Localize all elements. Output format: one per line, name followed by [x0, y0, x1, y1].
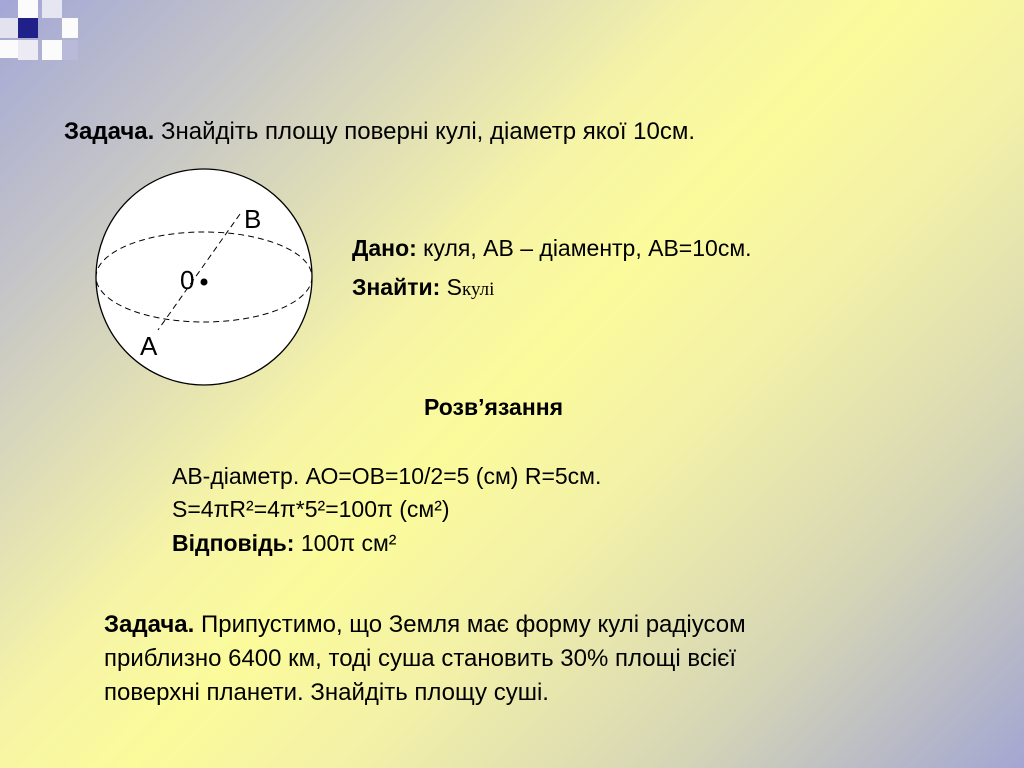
given-text: куля, АВ – діаментр, АВ=10см.: [416, 235, 752, 261]
task2-line1: [104, 609, 746, 641]
find-label: Знайти:: [352, 274, 441, 300]
find-symbol: S: [440, 274, 463, 300]
task1-label: Задача.: [64, 118, 155, 145]
corner-decoration: [0, 0, 140, 70]
corner-square: [62, 18, 78, 38]
task1-text: Знайдіть площу поверні кулі, діаметр якої 10см.: [154, 118, 696, 145]
corner-square: [62, 40, 78, 60]
corner-square: [0, 18, 18, 38]
corner-square: [18, 0, 38, 18]
answer-line: [172, 528, 396, 558]
corner-square: [42, 40, 62, 60]
given-line: [352, 233, 752, 263]
label-a: A: [140, 331, 158, 361]
find-subscript: кулі: [462, 279, 495, 300]
task1-statement: [64, 116, 695, 148]
corner-square: [18, 40, 38, 60]
answer-label: Відповідь:: [172, 530, 295, 556]
solution-heading: Розв’язання: [424, 394, 564, 420]
find-line: [352, 272, 494, 305]
label-o: 0: [180, 265, 195, 295]
task2-text1: Припустимо, що Земля має форму кулі радіусом: [194, 611, 746, 638]
corner-square: [0, 40, 18, 58]
given-label: Дано:: [352, 235, 417, 261]
center-point: [201, 279, 208, 286]
label-b: B: [244, 204, 262, 234]
solution-line1: АВ-діаметр. АО=ОВ=10/2=5 (см) R=5см.: [172, 463, 602, 489]
task2-line2: приблизно 6400 км, тоді суша становить 30% площі всієї: [104, 645, 737, 672]
task2-label: Задача.: [104, 611, 195, 638]
corner-square: [18, 18, 38, 38]
sphere-outline: [96, 169, 312, 385]
corner-square: [42, 0, 62, 18]
task2-line3: поверхні планети. Знайдіть площу суші.: [104, 679, 549, 706]
solution-line2: S=4πR²=4π*5²=100π (см²): [172, 496, 450, 522]
answer-value: 100π см²: [294, 530, 397, 556]
sphere-figure: [88, 162, 328, 402]
